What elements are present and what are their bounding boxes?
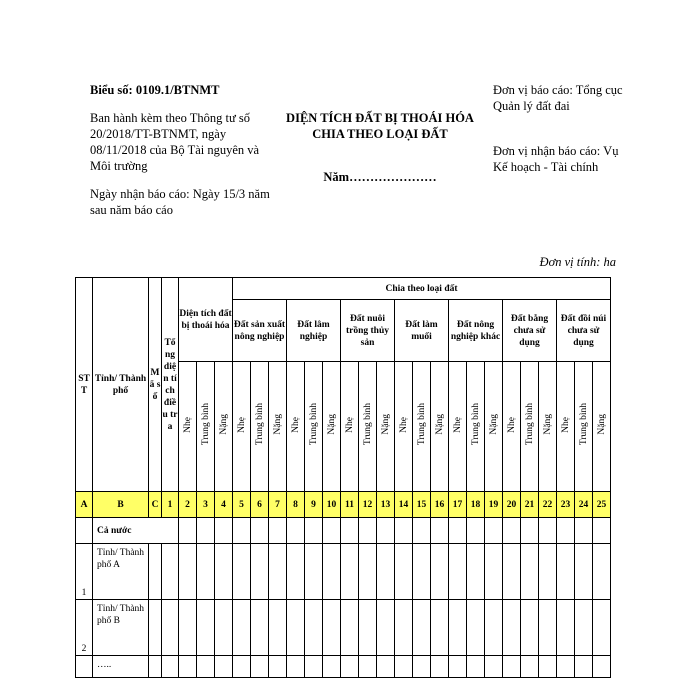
column-header-by-land-type: Chia theo loại đất (233, 278, 611, 300)
level-header (557, 362, 575, 492)
data-cell (431, 600, 449, 656)
data-cell (251, 600, 269, 656)
data-cell (485, 600, 503, 656)
data-cell (575, 600, 593, 656)
data-cell (341, 544, 359, 600)
level-header (179, 362, 197, 492)
level-header (575, 362, 593, 492)
data-cell (431, 544, 449, 600)
index-cell: 14 (395, 492, 413, 518)
level-header-label: Nặng (380, 414, 391, 435)
land-type-header: Đất lâm nghiệp (287, 300, 341, 362)
data-cell (539, 656, 557, 678)
row-name: Tỉnh/ Thành phố A (93, 544, 149, 600)
data-cell (341, 600, 359, 656)
level-header (323, 362, 341, 492)
form-code: Biểu số: 0109.1/BTNMT (90, 83, 220, 97)
data-cell (251, 544, 269, 600)
data-cell (162, 544, 179, 600)
level-header (467, 362, 485, 492)
data-cell (377, 600, 395, 656)
level-header (449, 362, 467, 492)
level-header-label: Trung bình (416, 403, 427, 446)
index-cell: 11 (341, 492, 359, 518)
index-cell: 1 (162, 492, 179, 518)
index-cell: 9 (305, 492, 323, 518)
data-cell (557, 518, 575, 544)
data-cell (197, 600, 215, 656)
level-header-label: Nặng (596, 414, 607, 435)
level-header-label: Nhẹ (182, 416, 193, 433)
level-header (593, 362, 611, 492)
level-header (341, 362, 359, 492)
level-header (287, 362, 305, 492)
level-header (431, 362, 449, 492)
level-header-label: Nặng (542, 414, 553, 435)
land-type-header: Đất nuôi trồng thủy sản (341, 300, 395, 362)
level-header (233, 362, 251, 492)
level-header (215, 362, 233, 492)
data-cell (521, 656, 539, 678)
data-cell (215, 656, 233, 678)
index-cell: 16 (431, 492, 449, 518)
row-name: ….. (93, 656, 149, 678)
column-header-code: Mã số (149, 278, 162, 492)
level-header-label: Nặng (218, 414, 229, 435)
data-cell (269, 518, 287, 544)
data-cell (467, 656, 485, 678)
issued-with-note: Ban hành kèm theo Thông tư số 20/2018/TT-BTNMT, ngày 08/11/2018 của Bộ Tài nguyên và Môi trường (90, 111, 260, 173)
data-cell (413, 518, 431, 544)
data-cell (395, 600, 413, 656)
data-cell (197, 656, 215, 678)
level-header (197, 362, 215, 492)
index-cell: 24 (575, 492, 593, 518)
data-cell (305, 656, 323, 678)
data-cell (539, 518, 557, 544)
data-cell (233, 518, 251, 544)
level-header-label: Trung bình (308, 403, 319, 446)
receiving-unit: Đơn vị nhận báo cáo: Vụ Kế hoạch - Tài chính (493, 144, 619, 174)
data-cell (395, 656, 413, 678)
data-cell (377, 518, 395, 544)
index-cell: 20 (503, 492, 521, 518)
data-cell (557, 600, 575, 656)
index-cell: 12 (359, 492, 377, 518)
land-type-header: Đất đồi núi chưa sử dụng (557, 300, 611, 362)
data-cell (467, 518, 485, 544)
data-cell (575, 544, 593, 600)
data-cell (323, 518, 341, 544)
level-header-label: Trung bình (524, 403, 535, 446)
level-header-label: Trung bình (470, 403, 481, 446)
data-cell (359, 600, 377, 656)
unit-note: Đơn vị tính: ha (539, 255, 616, 269)
data-cell (341, 518, 359, 544)
data-cell (269, 544, 287, 600)
data-cell (197, 518, 215, 544)
data-cell (575, 518, 593, 544)
data-cell (521, 600, 539, 656)
index-cell: 4 (215, 492, 233, 518)
data-cell (485, 544, 503, 600)
data-cell (215, 544, 233, 600)
data-cell (593, 600, 611, 656)
data-cell (269, 656, 287, 678)
index-cell: 13 (377, 492, 395, 518)
data-cell (467, 600, 485, 656)
data-cell (287, 544, 305, 600)
data-cell (485, 518, 503, 544)
data-cell (467, 544, 485, 600)
data-cell (197, 544, 215, 600)
data-cell (521, 544, 539, 600)
data-cell (593, 656, 611, 678)
data-cell (149, 656, 162, 678)
data-cell (269, 600, 287, 656)
level-header (359, 362, 377, 492)
index-cell: 25 (593, 492, 611, 518)
column-header-degraded-area: Diện tích đất bị thoái hóa (179, 278, 233, 362)
index-cell: B (93, 492, 149, 518)
data-cell (449, 518, 467, 544)
column-header-province: Tỉnh/ Thành phố (93, 278, 149, 492)
index-cell: 3 (197, 492, 215, 518)
data-cell (162, 656, 179, 678)
level-header-label: Trung bình (200, 403, 211, 446)
row-name: Tỉnh/ Thành phố B (93, 600, 149, 656)
row-stt (76, 518, 93, 544)
data-cell (557, 544, 575, 600)
level-header-label: Trung bình (362, 403, 373, 446)
data-cell (162, 600, 179, 656)
column-header-total-area: Tổng diện tích điều tra (162, 278, 179, 492)
column-header-stt: STT (76, 278, 93, 492)
level-header-label: Nặng (326, 414, 337, 435)
level-header-label: Nhẹ (398, 416, 409, 433)
data-cell (287, 600, 305, 656)
data-cell (575, 656, 593, 678)
data-cell (539, 544, 557, 600)
data-cell (593, 544, 611, 600)
data-cell (485, 656, 503, 678)
level-header-label: Nhẹ (452, 416, 463, 433)
data-cell (359, 544, 377, 600)
level-header (485, 362, 503, 492)
data-cell (377, 656, 395, 678)
index-cell: 21 (521, 492, 539, 518)
data-cell (179, 600, 197, 656)
data-cell (503, 656, 521, 678)
level-header-label: Nặng (434, 414, 445, 435)
data-cell (431, 518, 449, 544)
index-cell: 6 (251, 492, 269, 518)
data-cell (179, 518, 197, 544)
index-cell: 7 (269, 492, 287, 518)
index-cell: 8 (287, 492, 305, 518)
data-cell (449, 600, 467, 656)
row-stt: 1 (76, 544, 93, 600)
level-header-label: Nhẹ (344, 416, 355, 433)
data-cell (323, 656, 341, 678)
data-cell (395, 518, 413, 544)
degradation-table (75, 277, 611, 678)
index-cell: 10 (323, 492, 341, 518)
data-cell (359, 518, 377, 544)
level-header-label: Nhẹ (506, 416, 517, 433)
level-header-label: Trung bình (578, 403, 589, 446)
data-cell (179, 544, 197, 600)
data-cell (149, 600, 162, 656)
index-cell: 2 (179, 492, 197, 518)
data-cell (503, 518, 521, 544)
data-cell (215, 600, 233, 656)
data-cell (431, 656, 449, 678)
data-cell (179, 656, 197, 678)
data-cell (359, 656, 377, 678)
data-cell (287, 518, 305, 544)
data-cell (449, 544, 467, 600)
index-cell: 19 (485, 492, 503, 518)
index-cell: 17 (449, 492, 467, 518)
level-header (521, 362, 539, 492)
data-cell (233, 544, 251, 600)
data-cell (251, 518, 269, 544)
data-cell (305, 518, 323, 544)
index-cell: C (149, 492, 162, 518)
land-type-header: Đất bằng chưa sử dụng (503, 300, 557, 362)
level-header-label: Nhẹ (236, 416, 247, 433)
level-header (377, 362, 395, 492)
data-cell (395, 544, 413, 600)
data-cell (305, 600, 323, 656)
land-type-header: Đất sản xuất nông nghiệp (233, 300, 287, 362)
data-cell (341, 656, 359, 678)
data-cell (449, 656, 467, 678)
data-cell (305, 544, 323, 600)
data-cell (413, 544, 431, 600)
data-cell (521, 518, 539, 544)
data-cell (503, 600, 521, 656)
data-cell (233, 600, 251, 656)
data-cell (149, 544, 162, 600)
index-cell: 15 (413, 492, 431, 518)
index-cell: 5 (233, 492, 251, 518)
index-cell: 23 (557, 492, 575, 518)
data-cell (215, 518, 233, 544)
index-cell: A (76, 492, 93, 518)
data-cell (593, 518, 611, 544)
data-cell (377, 544, 395, 600)
data-cell (287, 656, 305, 678)
level-header (413, 362, 431, 492)
document-title: DIỆN TÍCH ĐẤT BỊ THOÁI HÓA CHIA THEO LOẠI ĐẤT (286, 111, 474, 141)
row-name: Cả nước (93, 518, 179, 544)
data-cell (413, 600, 431, 656)
data-cell (323, 544, 341, 600)
level-header-label: Nặng (272, 414, 283, 435)
level-header-label: Nhẹ (290, 416, 301, 433)
level-header-label: Nhẹ (560, 416, 571, 433)
row-stt (76, 656, 93, 678)
land-type-header: Đất làm muối (395, 300, 449, 362)
level-header-label: Nặng (488, 414, 499, 435)
report-date-note: Ngày nhận báo cáo: Ngày 15/3 năm sau năm báo cáo (90, 187, 270, 217)
data-cell (503, 544, 521, 600)
data-cell (233, 656, 251, 678)
report-year: Năm………………… (323, 170, 437, 184)
data-cell (323, 600, 341, 656)
level-header (251, 362, 269, 492)
reporting-unit: Đơn vị báo cáo: Tổng cục Quản lý đất đai (493, 83, 623, 113)
data-cell (557, 656, 575, 678)
level-header-label: Trung bình (254, 403, 265, 446)
row-stt: 2 (76, 600, 93, 656)
level-header (305, 362, 323, 492)
level-header (395, 362, 413, 492)
data-cell (413, 656, 431, 678)
data-cell (251, 656, 269, 678)
index-cell: 22 (539, 492, 557, 518)
index-cell: 18 (467, 492, 485, 518)
data-cell (539, 600, 557, 656)
level-header (269, 362, 287, 492)
level-header (503, 362, 521, 492)
level-header (539, 362, 557, 492)
land-type-header: Đất nông nghiệp khác (449, 300, 503, 362)
